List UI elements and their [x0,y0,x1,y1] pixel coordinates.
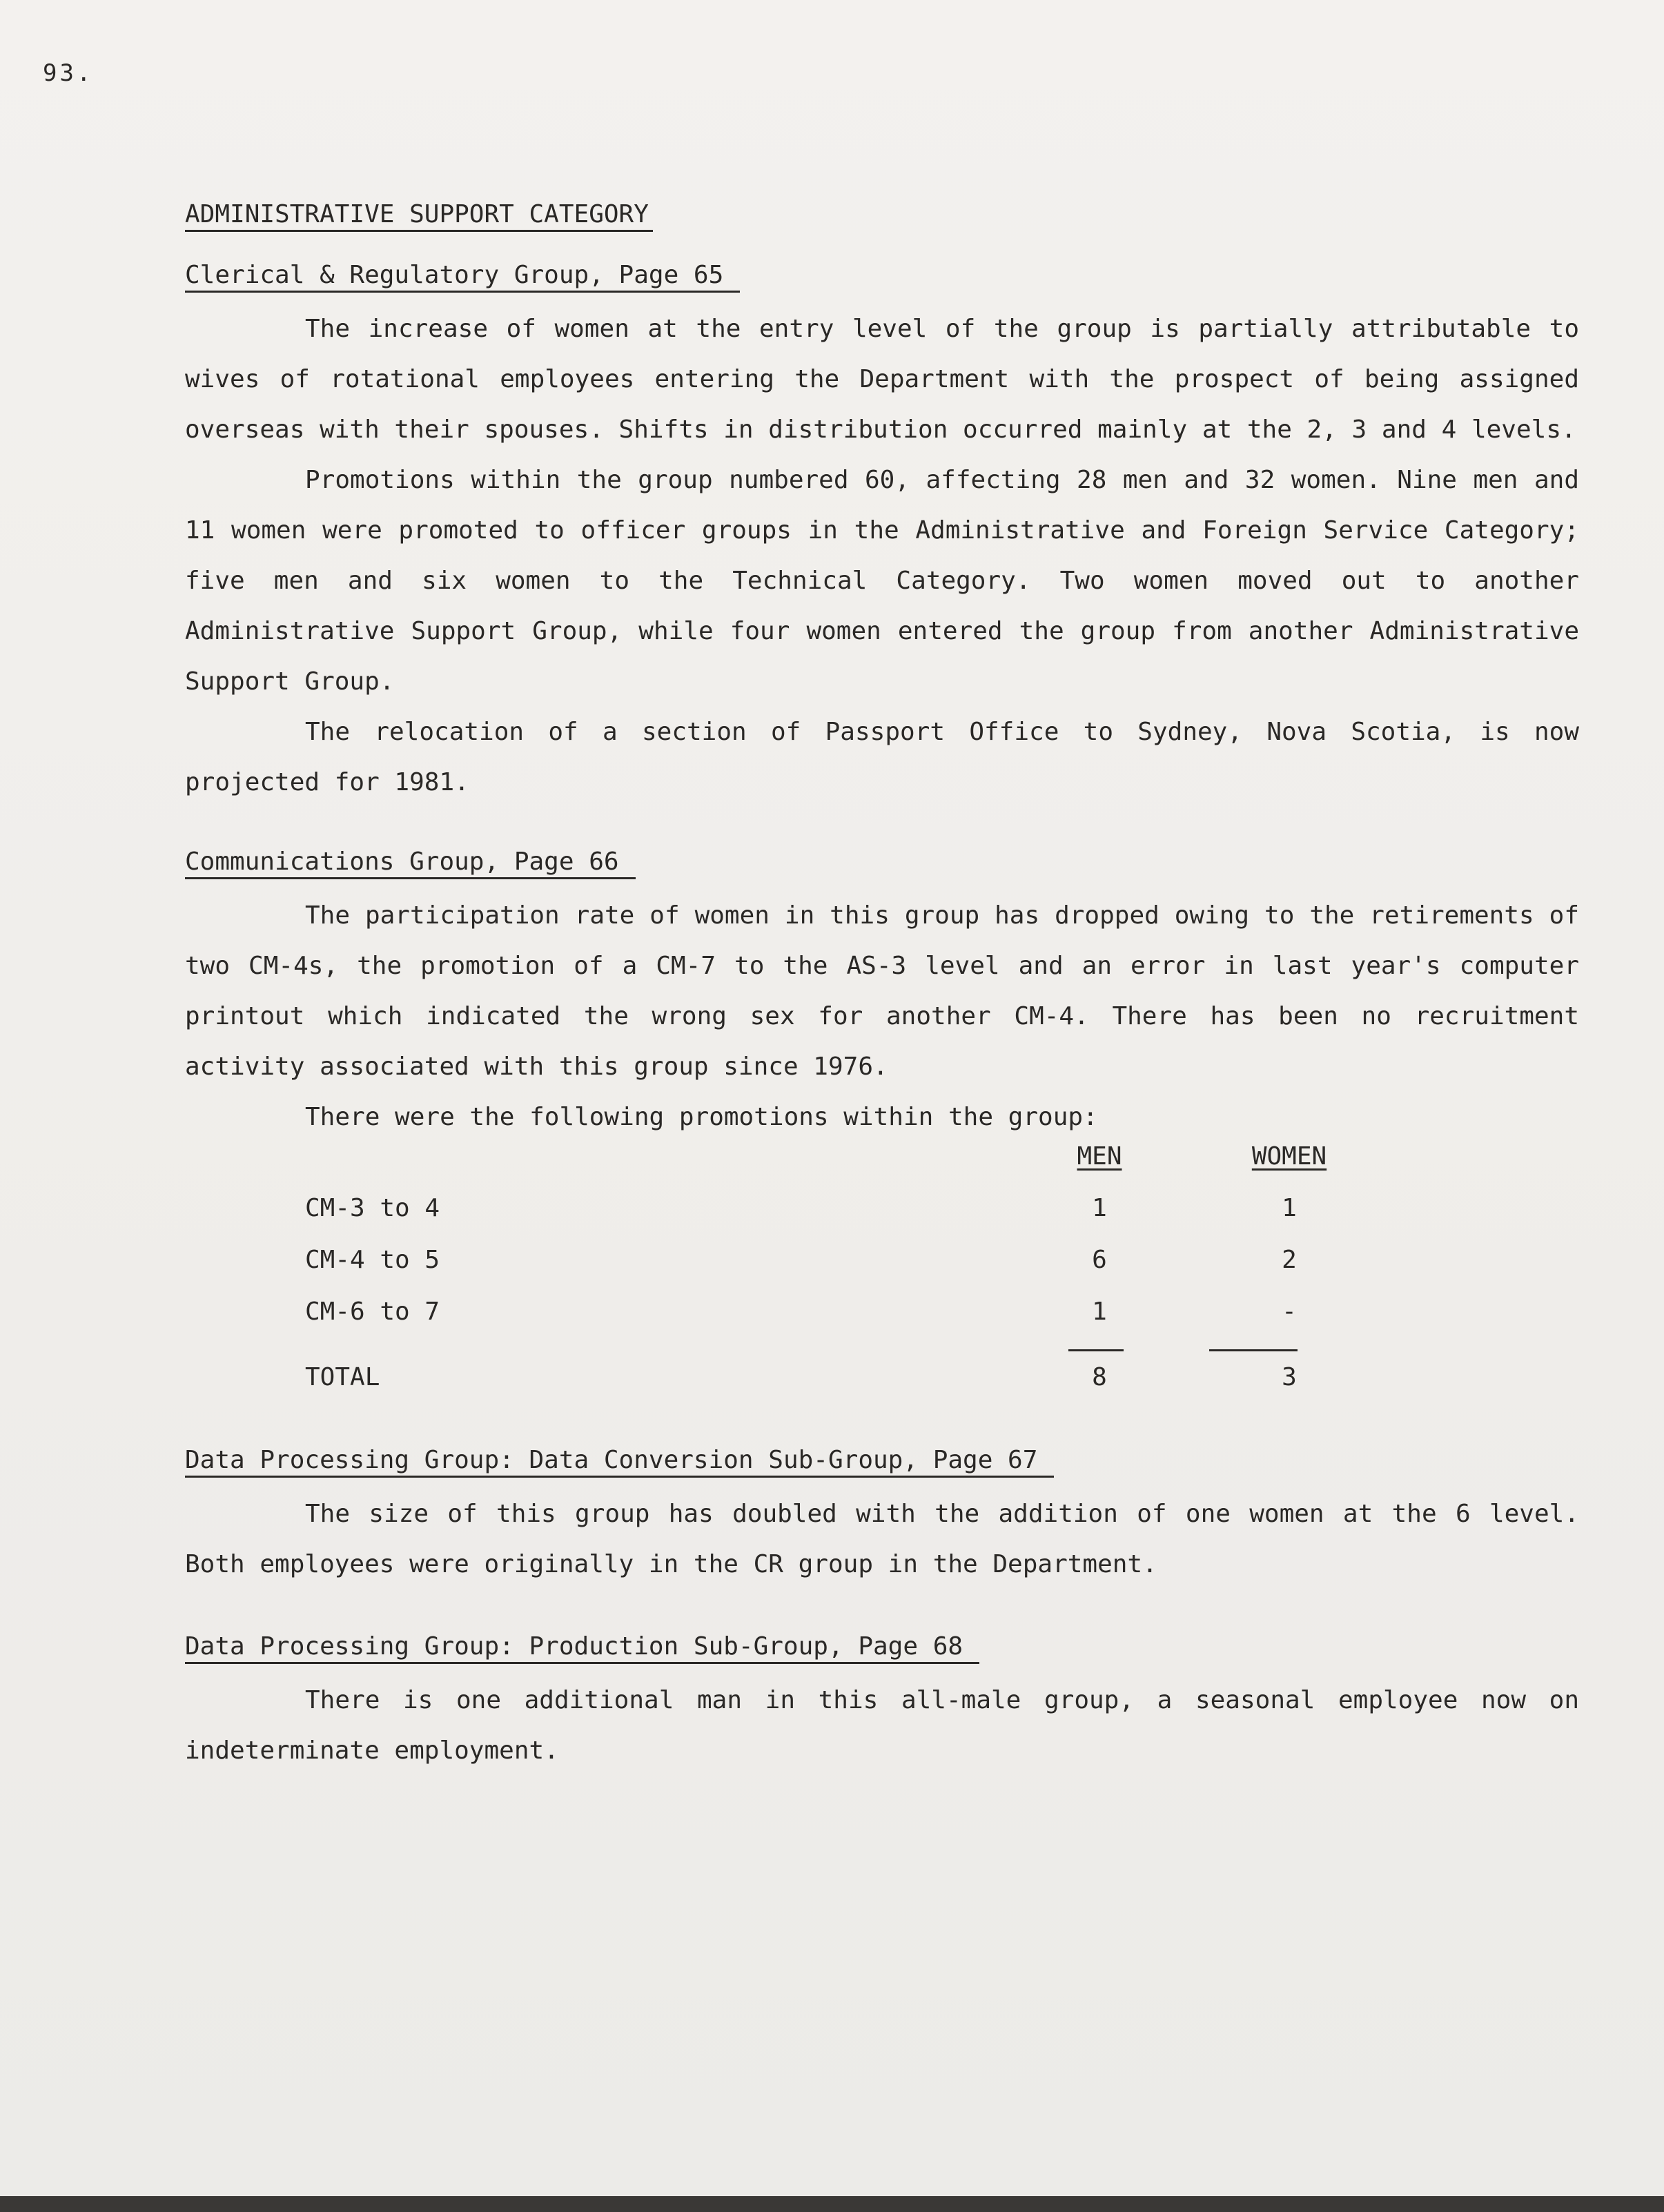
column-header-men: MEN [1077,1142,1122,1171]
sum-lines [185,1349,1579,1363]
women-value: 1 [1282,1194,1297,1222]
paragraph: The increase of women at the entry level of the group is partially attributable to wives of rotational employees entering the Department with the prospect of being assigned overseas with their spouses. Shifts in distribution occurred mainly at the 2, 3 and 4 levels. [185,315,1579,444]
men-value: 6 [1092,1246,1107,1274]
table-header-row [185,1142,1579,1194]
section-heading-data-conversion: Data Processing Group: Data Conversion Sub-Group, Page 67 [185,1446,1054,1478]
paragraph: There were the following promotions within the group: [305,1103,1098,1131]
table-row [185,1194,1579,1246]
paragraph: The relocation of a section of Passport Office to Sydney, Nova Scotia, is now projected for 1981. [185,718,1579,796]
women-sum-line [1209,1349,1298,1351]
section-clerical [185,261,1579,808]
section-production [185,1632,1579,1776]
men-total: 8 [1092,1363,1107,1391]
paragraph: Promotions within the group numbered 60, affecting 28 men and 32 women. Nine men and 11 women were promoted to officer groups in the Administrative and Foreign Service Category; five men and six women to the Technical Category. Two women moved out to another Administrative Support Group, while four women entered the group from another Administrative Support Group. [185,466,1579,696]
table-row [185,1298,1579,1349]
document-body [185,200,1579,1776]
category-heading: ADMINISTRATIVE SUPPORT CATEGORY [185,200,653,232]
section-heading-communications: Communications Group, Page 66 [185,848,636,879]
row-label: CM-6 to 7 [305,1298,440,1326]
table-total-row [185,1363,1579,1404]
column-header-women: WOMEN [1251,1142,1327,1171]
section-communications [185,848,1579,1404]
category-heading-block [185,200,1579,232]
row-label: CM-3 to 4 [305,1194,440,1222]
women-total: 3 [1282,1363,1297,1391]
section-heading-clerical: Clerical & Regulatory Group, Page 65 [185,261,740,293]
scan-bottom-edge [0,2196,1664,2212]
table-row [185,1246,1579,1298]
men-sum-line [1068,1349,1124,1351]
page-number: 93. [43,59,94,87]
section-data-conversion [185,1446,1579,1589]
paragraph: The participation rate of women in this group has dropped owing to the retirements of two CM-4s, the promotion of a CM-7 to the AS-3 level and an error in last year's computer printout which indicated the wrong sex for another CM-4. There has been no recruitment activity associated with this group since 1976. [185,901,1579,1081]
men-value: 1 [1092,1194,1107,1222]
men-value: 1 [1092,1298,1107,1326]
paragraph: The size of this group has doubled with the addition of one women at the 6 level. Both employees were originally in the CR group in the Department. [185,1500,1579,1578]
women-value: - [1282,1298,1297,1326]
section-heading-production: Data Processing Group: Production Sub-Group, Page 68 [185,1632,979,1664]
paragraph: There is one additional man in this all-male group, a seasonal employee now on indeterminate employment. [185,1686,1579,1765]
women-value: 2 [1282,1246,1297,1274]
row-label: CM-4 to 5 [305,1246,440,1274]
total-label: TOTAL [305,1363,380,1391]
promotions-table [185,1142,1579,1404]
